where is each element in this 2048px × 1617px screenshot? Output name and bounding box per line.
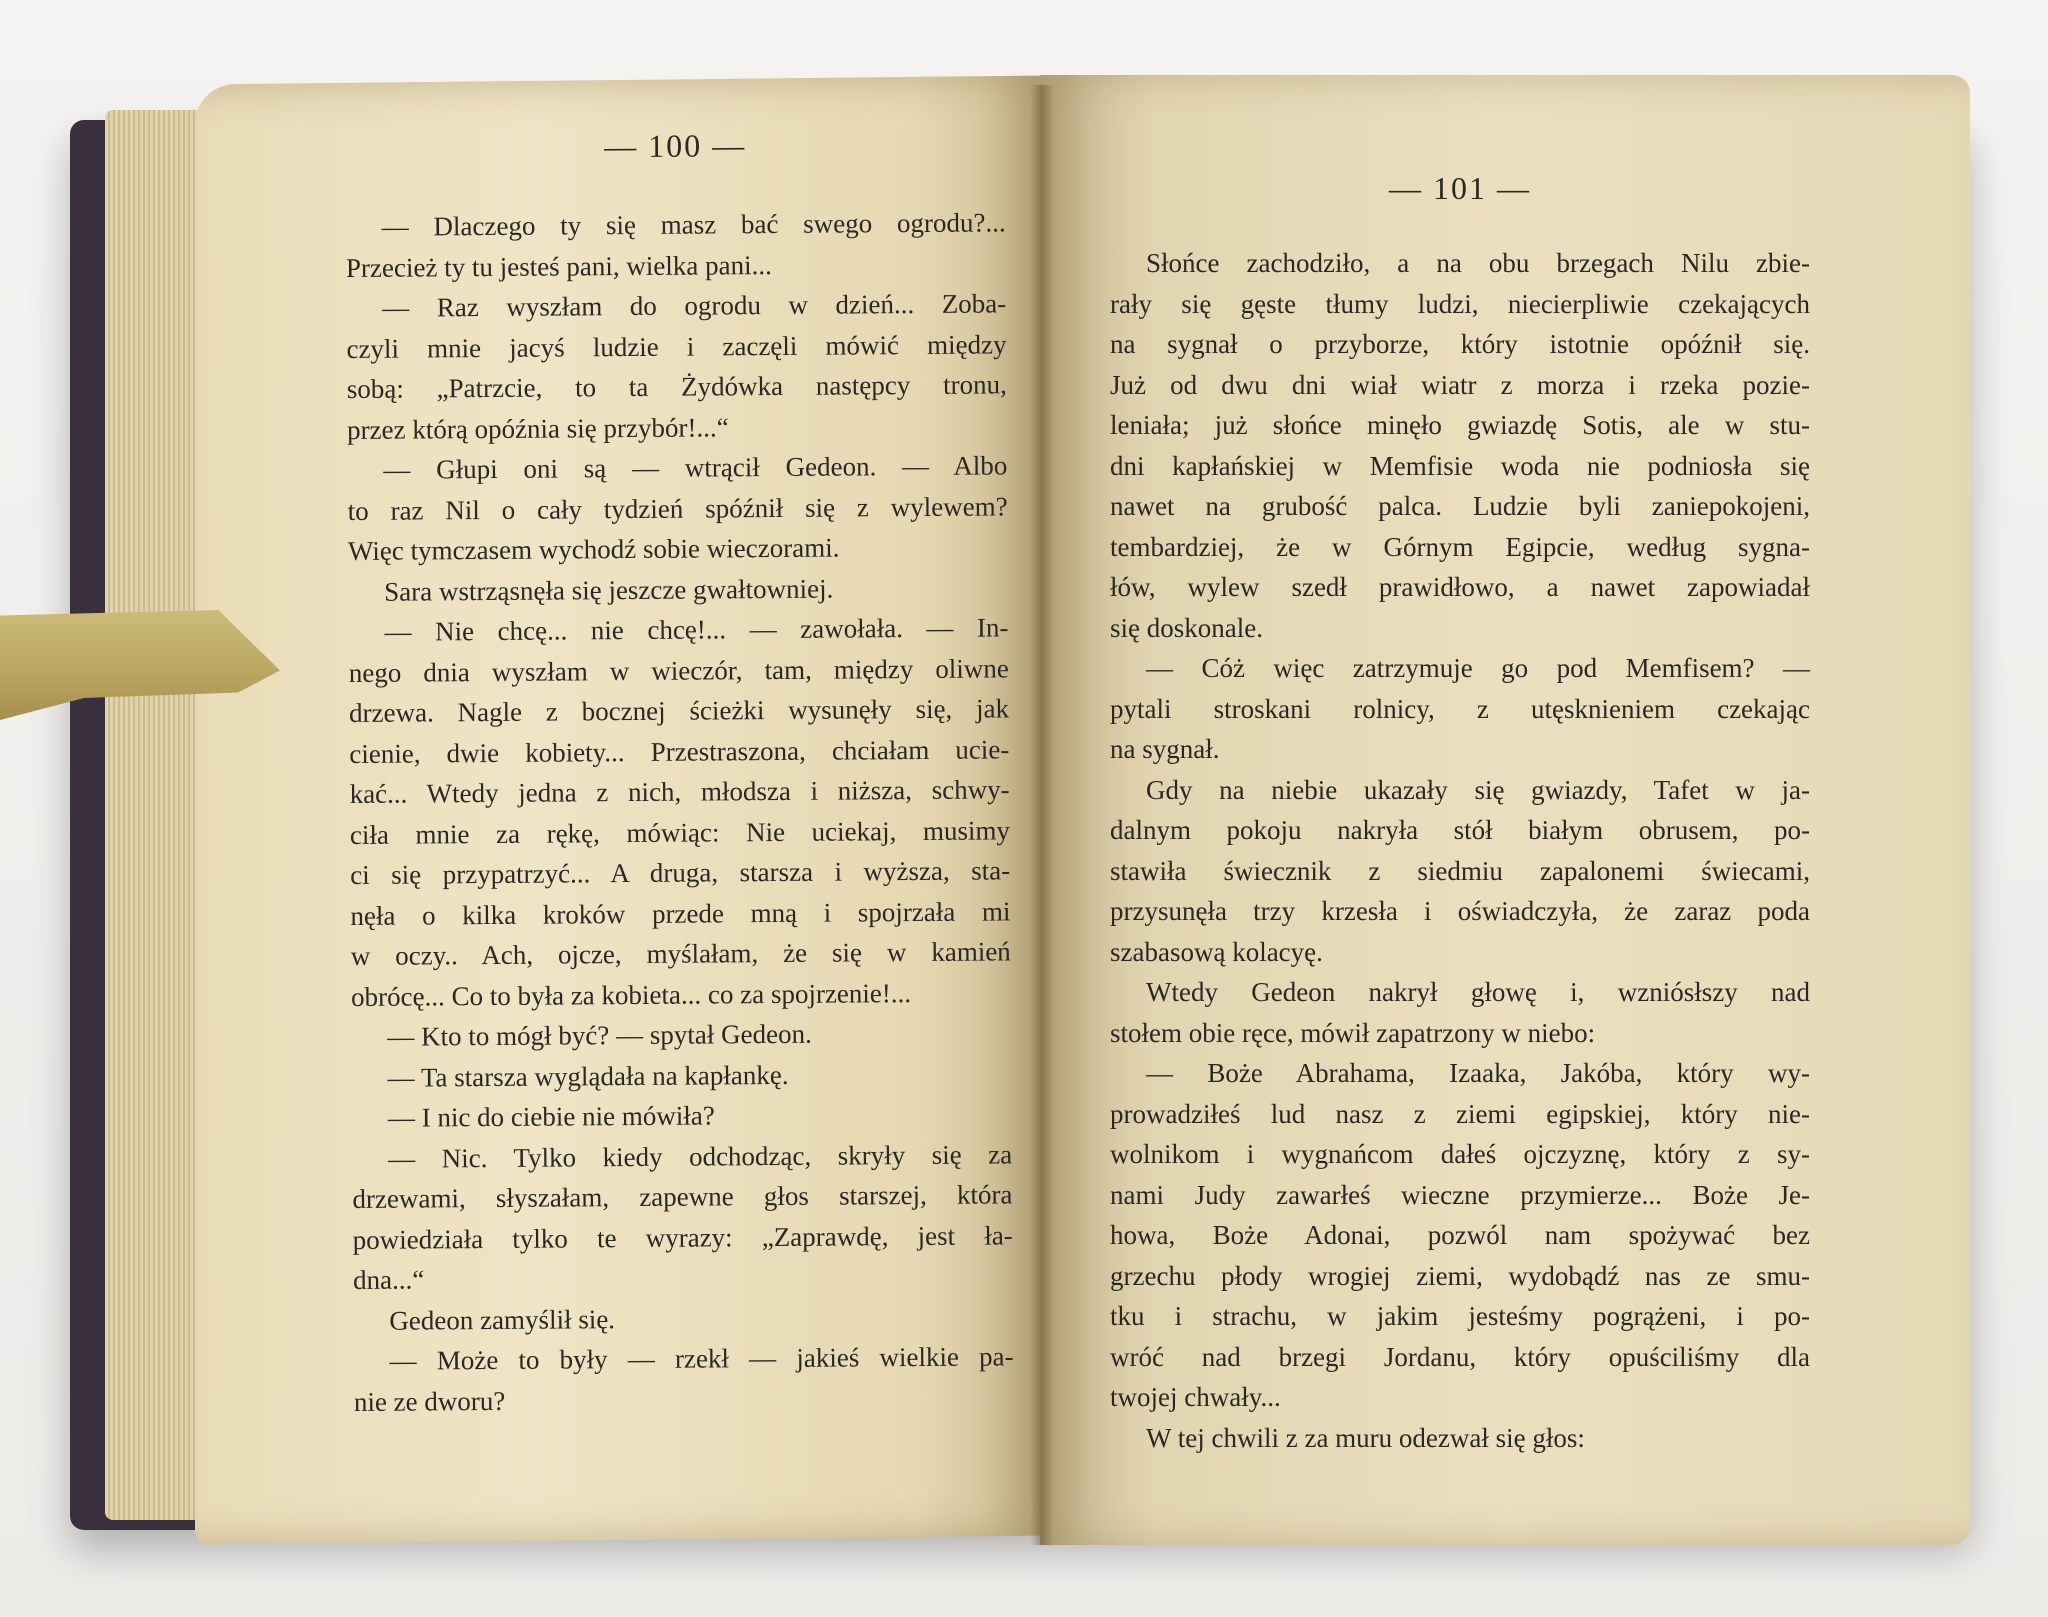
text-line: na sygnał.	[1110, 734, 1220, 764]
text-line: wolnikom i wygnańcom dałeś ojczyznę, który z sy-	[1110, 1139, 1810, 1169]
text-line: tembardziej, że w Górnym Egipcie, według sygna-	[1110, 531, 1810, 562]
text-line: — Kto to mógł być? — spytał Gedeon.	[387, 1018, 812, 1052]
book-gutter	[1030, 85, 1054, 1545]
text-line: drzewa. Nagle z bocznej ścieżki wysunęły się, jak	[348, 693, 1010, 728]
text-line: nawet na grubość palca. Ludzie byli zaniepokojeni,	[1110, 491, 1810, 521]
text-line: — Głupi oni są — wtrącił Gedeon. — Albo	[383, 450, 1008, 485]
text-line: twojej chwały...	[1110, 1382, 1281, 1412]
text-line: W tej chwili z za muru odezwał się głos:	[1146, 1422, 1585, 1453]
text-line: howa, Boże Adonai, pozwól nam spożywać bez	[1110, 1220, 1810, 1250]
text-line: ci się przypatrzyć... A druga, starsza i wyższa, sta-	[350, 855, 1011, 890]
text-line: grzechu płody wrogiej ziemi, wydobądź nas ze smu-	[1110, 1260, 1810, 1291]
text-line: — Boże Abrahama, Izaaka, Jakóba, który wy-	[1146, 1058, 1810, 1088]
text-line: Więc tymczasem wychodź sobie wieczorami.	[347, 532, 840, 566]
text-line: Sara wstrząsnęła się jeszcze gwałtowniej.	[384, 573, 834, 607]
text-line: stołem obie ręce, mówił zapatrzony w niebo:	[1110, 1017, 1596, 1048]
text-line: dalnym pokoju nakryła stół białym obrusem, po-	[1110, 815, 1810, 845]
text-line: — Nic. Tylko kiedy odchodząc, skryły się za	[388, 1138, 1013, 1174]
text-line: nie ze dworu?	[353, 1385, 506, 1417]
text-line: kać... Wtedy jedna z nich, młodsza i niższa, schwy-	[349, 774, 1010, 809]
text-line: nęła o kilka kroków przede mną i spojrzała mi	[350, 895, 1011, 931]
text-line: Słońce zachodziło, a na obu brzegach Nilu zbie-	[1146, 248, 1810, 278]
text-line: — Nie chcę... nie chcę!... — zawołała. — In-	[384, 612, 1009, 647]
text-line: stawiła świecznik z siedmiu zapalonemi świecami,	[1110, 855, 1810, 886]
left-page-text	[345, 125, 1014, 1422]
text-line: rały się gęste tłumy ludzi, niecierpliwie czekających	[1110, 288, 1810, 319]
text-line: powiedziała tylko te wyrazy: „Zaprawdę, jest ła-	[352, 1219, 1013, 1255]
text-line: drzewami, słyszałam, zapewne głos starszej, która	[352, 1179, 1013, 1214]
text-line: dna...“	[352, 1264, 425, 1295]
text-line: tku i strachu, w jakim jesteśmy pogrążeni, i po-	[1110, 1301, 1810, 1331]
text-line: leniała; już słońce minęło gwiazdę Sotis, ale w stu-	[1110, 410, 1810, 440]
text-line: — I nic do ciebie nie mówiła?	[387, 1100, 715, 1133]
text-line: Już od dwu dni wiał wiatr z morza i rzeka pozie-	[1110, 369, 1810, 400]
text-line: — Cóż więc zatrzymuje go pod Memfisem? —	[1146, 653, 1810, 683]
text-line: przez którą opóźnia się przybór!...“	[346, 411, 729, 445]
text-line: obrócę... Co to była za kobieta... co za spojrzenie!...	[350, 977, 912, 1012]
page-number-right: — 101 —	[1389, 170, 1531, 206]
text-line: nami Judy zawarłeś wieczne przymierze... Boże Je-	[1110, 1179, 1810, 1210]
right-text-lines	[1110, 243, 1810, 1458]
text-line: w oczy.. Ach, ojcze, myślałam, że się w kamień	[350, 936, 1011, 971]
text-line: dni kapłańskiej w Memfisie woda nie podniosła się	[1110, 450, 1810, 481]
text-line: szabasową kolacyę.	[1110, 936, 1323, 967]
right-page-text	[1110, 170, 1810, 1458]
text-line: się doskonale.	[1110, 612, 1263, 643]
text-line: wróć nad brzegi Jordanu, który opuściliśmy dla	[1110, 1341, 1810, 1372]
text-line: — Może to były — rzekł — jakieś wielkie pa-	[389, 1341, 1014, 1376]
text-line: czyli mnie jacyś ludzie i zaczęli mówić między	[346, 328, 1007, 364]
text-line: — Raz wyszłam do ogrodu w dzień... Zoba-	[382, 288, 1007, 323]
text-line: ciła mnie za rękę, mówiąc: Nie uciekaj, musimy	[349, 814, 1011, 850]
page-number-left: — 100 —	[603, 127, 747, 165]
text-line: łów, wylew szedł prawidłowo, a nawet zapowiadał	[1110, 572, 1810, 602]
text-line: Gdy na niebie ukazały się gwiazdy, Tafet w ja-	[1146, 774, 1810, 805]
text-line: na sygnał o przyborze, który istotnie opóźnił się.	[1110, 329, 1810, 359]
text-line: cienie, dwie kobiety... Przestraszona, chciałam ucie-	[349, 733, 1010, 769]
left-text-lines	[346, 202, 1014, 1422]
text-line: to raz Nil o cały tydzień spóźnił się z wylewem?	[347, 490, 1008, 526]
text-line: Gedeon zamyślił się.	[389, 1303, 616, 1336]
text-line: prowadziłeś lud nasz z ziemi egipskiej, który nie-	[1110, 1098, 1810, 1129]
text-line: — Ta starsza wyglądała na kapłankę.	[387, 1059, 789, 1093]
text-line: pytali stroskani rolnicy, z utęsknieniem czekając	[1110, 693, 1810, 724]
text-line: nego dnia wyszłam w wieczór, tam, między oliwne	[348, 652, 1009, 688]
text-line: Przecież ty tu jesteś pani, wielka pani...	[345, 249, 772, 283]
text-line: sobą: „Patrzcie, to ta Żydówka następcy tronu,	[346, 369, 1007, 404]
text-line: przysunęła trzy krzesła i oświadczyła, że zaraz poda	[1110, 896, 1810, 926]
text-line: Wtedy Gedeon nakrył głowę i, wzniósłszy nad	[1146, 977, 1810, 1007]
text-line: — Dlaczego ty się masz bać swego ogrodu?...	[381, 207, 1006, 242]
